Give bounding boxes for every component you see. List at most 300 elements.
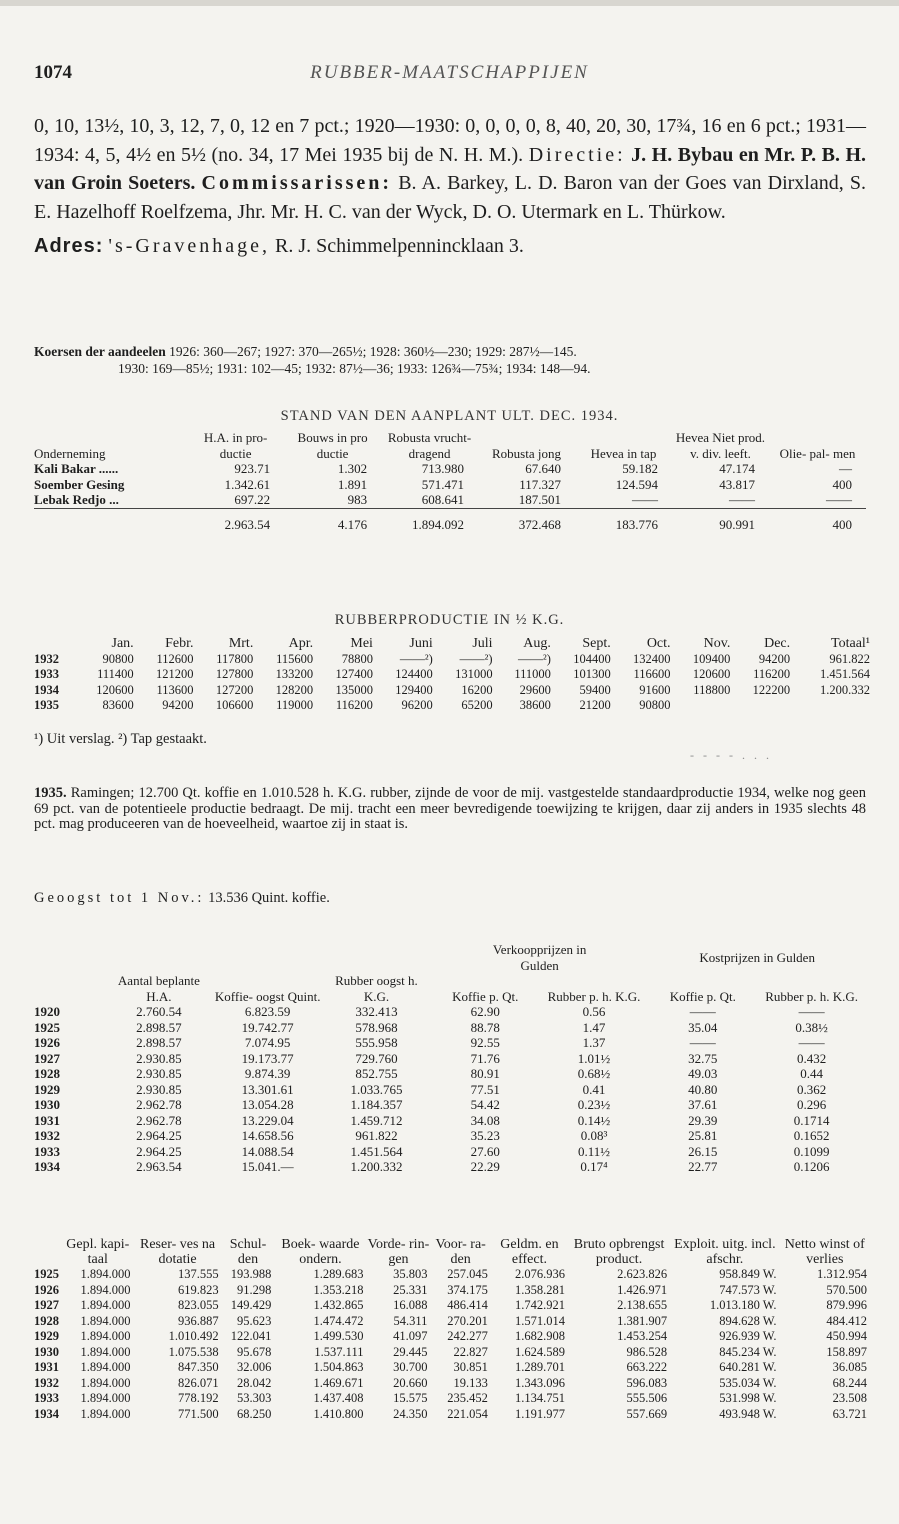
oogst-cell: —— xyxy=(798,1004,825,1019)
financien-cell: 15.575 xyxy=(393,1391,428,1405)
financien-cell: 879.996 xyxy=(826,1298,867,1312)
oogst-cell: 25.81 xyxy=(688,1128,718,1143)
financien-cell: 53.303 xyxy=(237,1391,272,1405)
oogst-cell: 37.61 xyxy=(688,1097,718,1112)
oogst-row xyxy=(34,1004,866,1020)
aanplant-total-cell: 4.176 xyxy=(284,508,381,532)
oogst-cell: 1.37 xyxy=(582,1035,606,1050)
productie-col-header: Nov. xyxy=(703,636,731,651)
financien-cell: 958.849 W. xyxy=(719,1267,777,1281)
financien-cell: 845.234 W. xyxy=(719,1344,777,1359)
financien-table xyxy=(34,1237,870,1422)
productie-cell: 104400 xyxy=(573,651,611,666)
oogst-cell: —— xyxy=(689,1004,716,1019)
productie-cell: 90800 xyxy=(102,651,134,666)
oogst-cell: 2.962.78 xyxy=(136,1112,182,1128)
productie-cell: 111400 xyxy=(97,667,134,681)
oogst-cell: 0.1652 xyxy=(793,1128,830,1143)
oogst-col-header: Aantal beplante H.A. xyxy=(117,973,200,1004)
productie-cell: 127200 xyxy=(215,682,254,697)
productie-cell: 96200 xyxy=(401,698,433,712)
aanplant-cell: 124.594 xyxy=(615,476,658,492)
financien-col-header: Schul- den xyxy=(229,1237,267,1267)
financien-cell: 486.414 xyxy=(447,1298,488,1312)
productie-cell: 1932 xyxy=(34,651,59,666)
aanplant-cell: 923.71 xyxy=(234,461,271,476)
productie-cell: 119000 xyxy=(276,698,314,712)
financien-row xyxy=(34,1314,870,1330)
financien-col-header: Geldm. en effect. xyxy=(500,1237,559,1267)
oogst-cell: 1.184.357 xyxy=(350,1097,403,1112)
oogst-cell: —— xyxy=(798,1035,825,1050)
financien-cell: 36.085 xyxy=(832,1360,867,1374)
oogst-cell: 2.930.85 xyxy=(136,1066,182,1081)
productie-cell: 120600 xyxy=(96,682,134,697)
koersen-line2: 1930: 169—85½; 1931: 102—45; 1932: 87½—36; 1933: 126¾—75¾; 1934: 148—94. xyxy=(118,361,591,376)
financien-row xyxy=(34,1407,870,1423)
financien-cell: 1.013.180 W. xyxy=(709,1298,777,1312)
adres-label: Adres: xyxy=(34,235,104,257)
financien-row xyxy=(34,1376,870,1392)
oogst-cell: 27.60 xyxy=(470,1143,500,1159)
financien-row xyxy=(34,1345,870,1361)
productie-cell: 115600 xyxy=(276,651,314,666)
dividend-history: 0, 10, 13½, 10, 3, 12, 7, 0, 12 en 7 pct.; 1920—1930: 0, 0, 0, 0, 8, 40, 20, 30, 17¾, 16 en 6 pct.; 1931—1934: 4, 5, 4½ en 5½ (no. 34, 17 Mei 1935 bij de N. H. M.). xyxy=(34,115,866,166)
oogst-col-header xyxy=(34,973,105,1004)
oogst-row xyxy=(34,1159,866,1175)
productie-cell: 132400 xyxy=(633,651,671,666)
financien-cell: 936.887 xyxy=(177,1313,219,1328)
financien-cell: 1.742.921 xyxy=(515,1298,566,1312)
productie-cell: 38600 xyxy=(519,698,551,712)
scan-edge xyxy=(0,0,899,6)
oogst-cell: 7.074.95 xyxy=(244,1035,291,1050)
productie-cell: 1933 xyxy=(34,667,59,681)
productie-cell: 111000 xyxy=(514,667,551,681)
oogst-row xyxy=(34,1097,866,1113)
productie-cell: 120600 xyxy=(692,667,731,681)
oogst-cell: 1.01½ xyxy=(577,1050,611,1066)
financien-cell: 771.500 xyxy=(177,1406,219,1421)
oogst-col-header: Koffie p. Qt. xyxy=(452,988,519,1004)
aanplant-col-header: Onderneming xyxy=(34,445,106,461)
aanplant-cell: 187.501 xyxy=(518,492,561,507)
financien-col-header: Netto winst of verlies xyxy=(784,1237,865,1267)
oogst-col-header: Koffie p. Qt. xyxy=(669,988,736,1004)
aanplant-row xyxy=(34,461,866,477)
productie-col-header: Jan. xyxy=(111,636,134,651)
financien-cell: 1.432.865 xyxy=(313,1298,364,1312)
financien-cell: 1.353.218 xyxy=(313,1282,364,1297)
financien-col-header: Exploit. uitg. incl. afschr. xyxy=(674,1237,776,1267)
productie-cell: 117800 xyxy=(216,651,254,666)
financien-cell: 1.537.111 xyxy=(314,1344,364,1359)
oogst-cell: 1928 xyxy=(34,1066,60,1081)
oogst-cell: 1.47 xyxy=(582,1019,606,1035)
ramingen-paragraph xyxy=(34,786,866,833)
oogst-cell: 555.958 xyxy=(355,1035,398,1050)
oogst-cell: 9.874.39 xyxy=(244,1066,291,1081)
productie-cell: 128200 xyxy=(275,682,314,697)
financien-cell: 1.499.530 xyxy=(313,1329,364,1343)
oogst-cell: 92.55 xyxy=(470,1035,500,1050)
oogst-cell: 35.04 xyxy=(688,1019,718,1035)
financien-cell: 1.894.000 xyxy=(80,1329,131,1343)
oogst-cell: 1.200.332 xyxy=(350,1159,403,1174)
oogst-row xyxy=(34,1066,866,1082)
aanplant-total-cell: 1.894.092 xyxy=(381,508,478,532)
financien-cell: 68.250 xyxy=(237,1406,272,1421)
aanplant-cell: 67.640 xyxy=(525,461,561,476)
oogst-cell: 19.742.77 xyxy=(241,1019,294,1035)
adres-street: R. J. Schimmelpennincklaan 3. xyxy=(275,235,524,257)
oogst-cell: 2.964.25 xyxy=(136,1128,182,1143)
financien-cell: 894.628 W. xyxy=(719,1313,777,1328)
financien-cell: 493.948 W. xyxy=(719,1406,777,1421)
koersen-line1: 1926: 360—267; 1927: 370—265½; 1928: 360½—230; 1929: 287½—145. xyxy=(169,344,577,359)
oogst-cell: 19.173.77 xyxy=(241,1050,294,1066)
aanplant-col-header: Bouws in pro ductie xyxy=(297,430,368,461)
aanplant-row xyxy=(34,492,866,508)
aanplant-cell: 697.22 xyxy=(234,492,271,507)
financien-cell: 1.381.907 xyxy=(617,1313,668,1328)
financien-col-header: Vorde- rin- gen xyxy=(367,1237,430,1267)
oogst-cell: 0.432 xyxy=(796,1050,827,1066)
aanplant-cell: 1.302 xyxy=(337,461,368,476)
financien-cell: 570.500 xyxy=(826,1282,867,1297)
financien-col-header: Gepl. kapi- taal xyxy=(66,1237,130,1267)
oogst-group-header: Verkoopprijzen in Gulden xyxy=(492,942,587,973)
oogst-col-header: Rubber p. h. K.G. xyxy=(765,988,858,1004)
financien-cell: 30.851 xyxy=(453,1360,488,1374)
financien-cell: 555.506 xyxy=(626,1391,668,1405)
productie-cell: 127400 xyxy=(335,667,373,681)
financien-cell: 484.412 xyxy=(826,1313,867,1328)
productie-cell: 29600 xyxy=(519,682,551,697)
oogst-cell: 26.15 xyxy=(688,1143,718,1159)
financien-cell: 19.133 xyxy=(453,1375,488,1390)
productie-cell: 116600 xyxy=(633,667,671,681)
aanplant-cell: —— xyxy=(728,492,755,507)
financien-cell: 95.678 xyxy=(237,1344,272,1359)
oogst-cell: 13.229.04 xyxy=(241,1112,294,1128)
productie-cell: 127800 xyxy=(215,667,254,681)
aanplant-header-row xyxy=(34,430,866,461)
oogst-col-header: Rubber p. h. K.G. xyxy=(547,988,641,1004)
aanplant-col-header: Olie- pal- men xyxy=(779,445,856,461)
aanplant-cell: 400 xyxy=(832,476,852,492)
oogst-row xyxy=(34,1128,866,1144)
oogst-cell: 40.80 xyxy=(688,1081,718,1097)
oogst-group-header: Kostprijzen in Gulden xyxy=(699,949,815,965)
aanplant-col-header: Hevea in tap xyxy=(590,445,657,461)
productie-cell: 1934 xyxy=(34,682,59,697)
aanplant-table xyxy=(34,430,866,532)
financien-cell: 1933 xyxy=(34,1391,59,1405)
oogst-cell: 1929 xyxy=(34,1081,60,1097)
aanplant-cell: Kali Bakar ...... xyxy=(34,461,119,476)
oogst-cell: 1930 xyxy=(34,1097,60,1112)
productie-cell: ——²) xyxy=(459,651,493,666)
productie-cell: 90800 xyxy=(639,698,671,712)
productie-cell: 131000 xyxy=(455,667,493,681)
ramingen-year: 1935. xyxy=(34,785,67,801)
aanplant-cell: — xyxy=(839,461,852,476)
productie-cell: 112600 xyxy=(156,651,194,666)
productie-cell: 1.200.332 xyxy=(820,682,870,697)
oogst-cell: 0.23½ xyxy=(577,1097,611,1112)
oogst-cell: 1.033.765 xyxy=(350,1081,403,1097)
financien-cell: 54.311 xyxy=(393,1313,428,1328)
oogst-cell: 1926 xyxy=(34,1035,60,1050)
financien-cell: 242.277 xyxy=(447,1329,488,1343)
productie-cell: 101300 xyxy=(573,667,611,681)
productie-row xyxy=(34,667,870,683)
oogst-cell: 2.963.54 xyxy=(136,1159,182,1174)
financien-cell: 531.998 W. xyxy=(719,1391,777,1405)
financien-cell: 1.010.492 xyxy=(168,1329,219,1343)
aanplant-total-cell: 2.963.54 xyxy=(187,508,284,532)
productie-cell xyxy=(730,698,790,714)
oogst-col-header: Koffie- oogst Quint. xyxy=(214,988,321,1004)
financien-cell: 28.042 xyxy=(237,1375,272,1390)
oogst-cell: 6.823.59 xyxy=(244,1004,291,1019)
financien-cell: 747.573 W. xyxy=(719,1282,777,1297)
aanplant-cell: 713.980 xyxy=(421,461,465,476)
oogst-row xyxy=(34,1113,866,1129)
financien-cell: 1.075.538 xyxy=(168,1344,219,1359)
financien-cell: 23.508 xyxy=(832,1391,867,1405)
productie-title: RUBBERPRODUCTIE IN ½ K.G. xyxy=(334,612,565,628)
oogst-table xyxy=(34,942,866,1175)
oogst-cell: 1932 xyxy=(34,1128,60,1143)
financien-cell: 778.192 xyxy=(177,1391,219,1405)
financien-cell: 1.571.014 xyxy=(515,1313,566,1328)
oogst-row xyxy=(34,1082,866,1098)
financien-cell: 450.994 xyxy=(826,1329,867,1343)
financien-row xyxy=(34,1267,870,1283)
oogst-cell: 15.041.— xyxy=(241,1159,294,1174)
financien-cell: 1.312.954 xyxy=(817,1267,867,1281)
company-intro xyxy=(34,112,866,261)
aanplant-total-cell xyxy=(34,508,187,532)
financien-cell: 1.894.000 xyxy=(80,1298,131,1312)
oogst-cell: 22.29 xyxy=(470,1159,500,1174)
aanplant-total-row xyxy=(34,508,866,532)
directie-text: J. H. Bybau en Mr. P. B. H. van Groin Soeters. xyxy=(34,143,867,194)
oogst-cell: 80.91 xyxy=(470,1066,500,1081)
aanplant-col-header: H.A. in pro- ductie xyxy=(203,430,268,461)
financien-cell: 1934 xyxy=(34,1406,59,1421)
financien-cell: 1.894.000 xyxy=(80,1375,131,1390)
productie-header-row xyxy=(34,636,870,652)
oogst-cell: 13.301.61 xyxy=(241,1081,294,1097)
financien-cell: 1.624.589 xyxy=(515,1344,566,1359)
financien-cell: 826.071 xyxy=(177,1375,219,1390)
financien-cell: 16.088 xyxy=(393,1298,428,1312)
oogst-cell: 1925 xyxy=(34,1019,60,1035)
financien-cell: 235.452 xyxy=(447,1391,488,1405)
oogst-cell: 29.39 xyxy=(688,1112,718,1128)
financien-cell: 35.803 xyxy=(393,1267,428,1281)
productie-col-header: Juni xyxy=(409,636,433,651)
aanplant-cell: Soember Gesing xyxy=(34,476,125,492)
oogst-row xyxy=(34,1144,866,1160)
aanplant-col-header: Robusta jong xyxy=(492,445,561,461)
productie-cell: 961.822 xyxy=(829,651,870,666)
financien-cell: 32.006 xyxy=(237,1360,272,1374)
financien-cell: 1.894.000 xyxy=(80,1267,131,1281)
financien-cell: 1.474.472 xyxy=(313,1313,364,1328)
financien-cell: 1.437.408 xyxy=(313,1391,364,1405)
financien-cell: 22.827 xyxy=(453,1344,488,1359)
productie-col-header: Mrt. xyxy=(228,636,254,651)
productie-footnote: ¹) Uit verslag. ²) Tap gestaakt. xyxy=(34,731,207,747)
scan-smudge: - - - - . . . xyxy=(690,748,772,762)
productie-cell: 129400 xyxy=(395,682,433,697)
geoogst-line xyxy=(34,890,330,907)
productie-cell: 133200 xyxy=(275,667,314,681)
oogst-cell: 0.08³ xyxy=(580,1128,608,1143)
oogst-cell: 1934 xyxy=(34,1159,60,1174)
financien-cell: 1928 xyxy=(34,1313,59,1328)
financien-cell: 1930 xyxy=(34,1344,59,1359)
financien-cell: 1931 xyxy=(34,1360,59,1374)
financien-cell: 1.682.908 xyxy=(515,1329,566,1343)
aanplant-cell: 608.641 xyxy=(421,492,465,507)
geoogst-text: 13.536 Quint. koffie. xyxy=(208,890,330,906)
financien-cell: 1.894.000 xyxy=(80,1282,131,1297)
productie-cell: 59400 xyxy=(579,682,611,697)
financien-cell: 619.823 xyxy=(177,1282,219,1297)
productie-col-header: Mei xyxy=(350,636,373,651)
commissarissen-text: B. A. Barkey, L. D. Baron van der Goes van Dirxland, S. E. Hazelhoff Roelfzema, Jhr. Mr. H. C. van der Wyck, D. O. Utermark en L. Thürkow. xyxy=(34,172,866,223)
financien-cell: 596.083 xyxy=(626,1375,668,1390)
oogst-group-row xyxy=(34,942,866,973)
productie-col-header xyxy=(34,636,74,652)
financien-cell: 41.097 xyxy=(393,1329,428,1343)
oogst-cell: 1931 xyxy=(34,1112,60,1128)
financien-header-row xyxy=(34,1237,870,1267)
financien-cell: 1.469.671 xyxy=(313,1375,364,1390)
oogst-cell: 35.23 xyxy=(470,1128,500,1143)
aanplant-cell: 571.471 xyxy=(421,476,465,492)
oogst-cell: 1927 xyxy=(34,1050,60,1066)
financien-cell: 24.350 xyxy=(393,1406,428,1421)
financien-cell: 122.041 xyxy=(230,1329,272,1343)
financien-cell: 270.201 xyxy=(447,1313,488,1328)
financien-cell: 1.504.863 xyxy=(313,1360,364,1374)
financien-cell: 63.721 xyxy=(832,1406,867,1421)
financien-cell: 2.623.826 xyxy=(617,1267,668,1281)
oogst-cell: 0.1099 xyxy=(793,1143,830,1159)
aanplant-cell: 59.182 xyxy=(622,461,658,476)
aanplant-cell: —— xyxy=(826,492,852,507)
oogst-cell: 0.14½ xyxy=(577,1112,611,1128)
page-number: 1074 xyxy=(34,62,72,83)
aanplant-cell: 117.327 xyxy=(519,476,561,492)
financien-cell: 137.555 xyxy=(177,1267,219,1281)
share-prices xyxy=(34,343,874,377)
oogst-cell: 2.898.57 xyxy=(136,1035,182,1050)
productie-cell: 16200 xyxy=(461,682,493,697)
oogst-cell: —— xyxy=(689,1035,716,1050)
productie-row xyxy=(34,683,870,699)
productie-col-header: Apr. xyxy=(288,636,314,651)
oogst-cell: 1920 xyxy=(34,1004,60,1019)
productie-row xyxy=(34,698,870,714)
productie-cell: 1.451.564 xyxy=(820,667,870,681)
financien-cell: 1929 xyxy=(34,1329,59,1343)
financien-cell: 1.410.800 xyxy=(313,1406,364,1421)
oogst-cell: 54.42 xyxy=(470,1097,500,1112)
financien-cell: 1927 xyxy=(34,1298,59,1312)
oogst-cell: 32.75 xyxy=(688,1050,718,1066)
productie-cell: 124400 xyxy=(395,667,433,681)
aanplant-total-cell: 372.468 xyxy=(478,508,575,532)
financien-cell: 1.134.751 xyxy=(515,1391,566,1405)
financien-cell: 374.175 xyxy=(447,1282,488,1297)
financien-cell: 29.445 xyxy=(393,1344,428,1359)
financien-cell: 1.358.281 xyxy=(515,1282,566,1297)
oogst-cell: 1.459.712 xyxy=(350,1112,403,1128)
oogst-cell: 0.68½ xyxy=(577,1066,611,1081)
directie-label: Directie: xyxy=(528,143,626,166)
koersen-label: Koersen der aandeelen xyxy=(34,344,166,359)
financien-cell: 158.897 xyxy=(826,1344,867,1359)
aanplant-total-cell: 90.991 xyxy=(672,508,769,532)
financien-cell: 221.054 xyxy=(447,1406,488,1421)
aanplant-total-cell: 400 xyxy=(769,508,866,532)
financien-cell: 193.988 xyxy=(230,1267,272,1281)
oogst-cell: 0.296 xyxy=(796,1097,827,1112)
financien-cell: 20.660 xyxy=(393,1375,428,1390)
productie-cell: 109400 xyxy=(692,651,731,666)
financien-cell: 1.343.096 xyxy=(515,1375,566,1390)
productie-cell: 21200 xyxy=(579,698,611,712)
productie-cell: 94200 xyxy=(162,698,194,712)
financien-cell: 30.700 xyxy=(393,1360,428,1374)
oogst-cell: 0.1714 xyxy=(793,1112,830,1128)
productie-cell: 83600 xyxy=(102,698,134,712)
financien-cell: 823.055 xyxy=(177,1298,219,1312)
oogst-cell: 71.76 xyxy=(470,1050,500,1066)
financien-cell: 640.281 W. xyxy=(719,1360,777,1374)
productie-cell: 94200 xyxy=(758,651,791,666)
financien-cell: 1925 xyxy=(34,1267,59,1281)
productie-cell: 116200 xyxy=(753,667,791,681)
financien-cell: 149.429 xyxy=(230,1298,272,1312)
oogst-cell: 77.51 xyxy=(470,1081,500,1097)
page-header xyxy=(34,62,865,88)
oogst-cell: 62.90 xyxy=(470,1004,500,1019)
financien-cell: 1.289.701 xyxy=(515,1360,566,1374)
aanplant-row xyxy=(34,477,866,493)
financien-cell: 68.244 xyxy=(832,1375,867,1390)
aanplant-cell: Lebak Redjo ... xyxy=(34,492,119,507)
adres-city: 's-Gravenhage, xyxy=(108,235,271,257)
oogst-cell: 0.44 xyxy=(800,1066,823,1081)
oogst-cell: 88.78 xyxy=(470,1019,500,1035)
financien-cell: 91.298 xyxy=(237,1282,272,1297)
oogst-cell: 0.17⁴ xyxy=(580,1159,608,1174)
financien-col-header: Boek- waarde ondern. xyxy=(281,1237,360,1267)
productie-cell: 106600 xyxy=(215,698,254,712)
financien-row xyxy=(34,1283,870,1299)
oogst-cell: 2.930.85 xyxy=(136,1081,182,1097)
productie-cell: 65200 xyxy=(461,698,493,712)
financien-cell: 1.894.000 xyxy=(80,1344,131,1359)
